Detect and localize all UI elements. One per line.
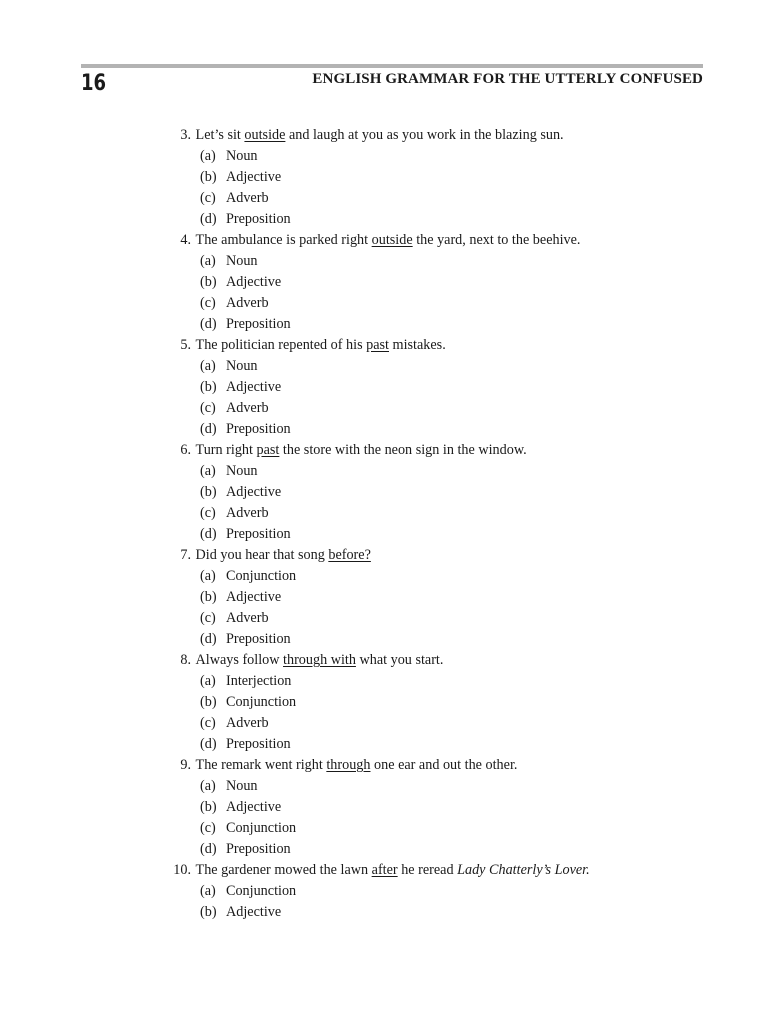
- answer-option: [160, 713, 720, 734]
- answer-option: [160, 902, 720, 923]
- question-underlined-word: past: [256, 442, 280, 458]
- option-label: (b): [200, 694, 217, 710]
- question-underlined-word: outside: [371, 232, 413, 248]
- question-number: 8.: [180, 652, 191, 668]
- answer-option: [160, 692, 720, 713]
- question-text-before: Let’s sit: [195, 127, 245, 143]
- question-stem: [160, 230, 720, 251]
- question-text: [196, 650, 444, 671]
- answer-options: [160, 881, 720, 923]
- answer-option: [160, 734, 720, 755]
- question-text: [196, 755, 518, 776]
- question-text: [196, 860, 590, 881]
- question-underlined-word: outside: [244, 127, 286, 143]
- question-text-before: The remark went right: [195, 757, 327, 773]
- option-label: (b): [200, 169, 217, 185]
- answer-options: [160, 671, 720, 755]
- question-italic-title: Lady Chatterly’s Lover.: [457, 862, 590, 878]
- option-label: (b): [200, 799, 217, 815]
- option-label: (d): [200, 421, 217, 437]
- question-text-before: The gardener mowed the lawn: [195, 862, 372, 878]
- question-item: [160, 755, 720, 860]
- option-label: (a): [200, 883, 216, 899]
- question-number: 9.: [180, 757, 191, 773]
- question-number: 4.: [180, 232, 191, 248]
- question-underlined-word: through: [326, 757, 371, 773]
- option-text: Preposition: [226, 421, 291, 437]
- answer-option: [160, 272, 720, 293]
- answer-options: [160, 566, 720, 650]
- answer-option: [160, 356, 720, 377]
- question-text-after: the store with the neon sign in the window.: [279, 442, 527, 458]
- question-stem: [160, 545, 720, 566]
- option-text: Adverb: [226, 715, 269, 731]
- answer-option: [160, 797, 720, 818]
- option-label: (c): [200, 400, 216, 416]
- question-text-before: Did you hear that song: [195, 547, 329, 563]
- answer-option: [160, 167, 720, 188]
- question-list: [160, 125, 720, 923]
- question-item: [160, 125, 720, 230]
- answer-options: [160, 146, 720, 230]
- answer-option: [160, 776, 720, 797]
- option-text: Conjunction: [226, 883, 297, 899]
- option-label: (a): [200, 463, 216, 479]
- option-label: (a): [200, 358, 216, 374]
- option-text: Noun: [226, 358, 258, 374]
- option-text: Adverb: [226, 610, 269, 626]
- answer-option: [160, 629, 720, 650]
- answer-option: [160, 146, 720, 167]
- question-text-after: one ear and out the other.: [370, 757, 518, 773]
- answer-options: [160, 776, 720, 860]
- question-text-after: and laugh at you as you work in the blazing sun.: [285, 127, 564, 143]
- answer-option: [160, 461, 720, 482]
- page-number: 16: [81, 71, 107, 96]
- option-label: (c): [200, 820, 216, 836]
- option-label: (a): [200, 253, 216, 269]
- option-text: Adverb: [226, 400, 269, 416]
- option-text: Adjective: [226, 904, 282, 920]
- question-number: 5.: [180, 337, 191, 353]
- option-text: Adjective: [226, 799, 282, 815]
- option-label: (c): [200, 715, 216, 731]
- question-text: [196, 545, 371, 566]
- answer-options: [160, 251, 720, 335]
- question-stem: [160, 860, 720, 881]
- header-rule: [81, 64, 703, 68]
- option-text: Interjection: [226, 673, 292, 689]
- answer-option: [160, 818, 720, 839]
- option-text: Preposition: [226, 316, 291, 332]
- question-text: [196, 440, 527, 461]
- option-label: (a): [200, 778, 216, 794]
- answer-option: [160, 524, 720, 545]
- question-underlined-word: through with: [283, 652, 356, 668]
- option-label: (b): [200, 904, 217, 920]
- question-text-after: mistakes.: [389, 337, 446, 353]
- question-number: 10.: [173, 862, 191, 878]
- question-item: [160, 440, 720, 545]
- question-stem: [160, 335, 720, 356]
- question-text-before: Always follow: [195, 652, 284, 668]
- answer-option: [160, 671, 720, 692]
- question-stem: [160, 650, 720, 671]
- question-item: [160, 860, 720, 923]
- answer-option: [160, 377, 720, 398]
- question-stem: [160, 440, 720, 461]
- question-text: [196, 125, 564, 146]
- option-label: (c): [200, 190, 216, 206]
- question-item: [160, 230, 720, 335]
- option-label: (b): [200, 484, 217, 500]
- option-text: Adjective: [226, 274, 282, 290]
- option-text: Noun: [226, 778, 258, 794]
- answer-option: [160, 587, 720, 608]
- option-label: (d): [200, 316, 217, 332]
- option-text: Noun: [226, 253, 258, 269]
- question-text-before: The ambulance is parked right: [195, 232, 372, 248]
- running-title: ENGLISH GRAMMAR FOR THE UTTERLY CONFUSED: [312, 71, 703, 87]
- answer-option: [160, 881, 720, 902]
- option-label: (b): [200, 589, 217, 605]
- option-label: (d): [200, 736, 217, 752]
- question-text-after: he reread: [397, 862, 458, 878]
- option-text: Adverb: [226, 295, 269, 311]
- answer-option: [160, 419, 720, 440]
- option-label: (c): [200, 610, 216, 626]
- answer-options: [160, 356, 720, 440]
- question-text: [196, 335, 446, 356]
- question-underlined-word: past: [366, 337, 389, 353]
- option-label: (c): [200, 505, 216, 521]
- option-label: (a): [200, 568, 216, 584]
- option-text: Preposition: [226, 211, 291, 227]
- option-label: (d): [200, 526, 217, 542]
- option-text: Conjunction: [226, 568, 297, 584]
- option-text: Adjective: [226, 484, 282, 500]
- option-text: Adjective: [226, 169, 282, 185]
- option-text: Conjunction: [226, 694, 297, 710]
- question-underlined-word: after: [371, 862, 398, 878]
- question-stem: [160, 125, 720, 146]
- question-text-after: what you start.: [355, 652, 444, 668]
- question-number: 3.: [180, 127, 191, 143]
- option-label: (a): [200, 673, 216, 689]
- option-text: Adjective: [226, 379, 282, 395]
- answer-option: [160, 839, 720, 860]
- answer-options: [160, 461, 720, 545]
- answer-option: [160, 398, 720, 419]
- question-item: [160, 335, 720, 440]
- answer-option: [160, 314, 720, 335]
- option-text: Adjective: [226, 589, 282, 605]
- option-text: Adverb: [226, 505, 269, 521]
- option-label: (d): [200, 211, 217, 227]
- answer-option: [160, 608, 720, 629]
- option-label: (d): [200, 841, 217, 857]
- option-text: Conjunction: [226, 820, 297, 836]
- question-text-before: Turn right: [195, 442, 257, 458]
- option-text: Preposition: [226, 526, 291, 542]
- option-label: (b): [200, 379, 217, 395]
- question-underlined-word: before?: [328, 547, 371, 563]
- answer-option: [160, 251, 720, 272]
- question-number: 6.: [180, 442, 191, 458]
- option-text: Preposition: [226, 736, 291, 752]
- question-text-before: The politician repented of his: [195, 337, 367, 353]
- option-label: (a): [200, 148, 216, 164]
- option-text: Noun: [226, 148, 258, 164]
- question-text: [196, 230, 581, 251]
- answer-option: [160, 566, 720, 587]
- question-text-after: the yard, next to the beehive.: [412, 232, 581, 248]
- option-text: Preposition: [226, 841, 291, 857]
- answer-option: [160, 482, 720, 503]
- question-number: 7.: [180, 547, 191, 563]
- answer-option: [160, 503, 720, 524]
- option-label: (d): [200, 631, 217, 647]
- answer-option: [160, 293, 720, 314]
- option-label: (b): [200, 274, 217, 290]
- answer-option: [160, 209, 720, 230]
- question-item: [160, 650, 720, 755]
- question-item: [160, 545, 720, 650]
- answer-option: [160, 188, 720, 209]
- option-text: Preposition: [226, 631, 291, 647]
- option-label: (c): [200, 295, 216, 311]
- question-stem: [160, 755, 720, 776]
- option-text: Noun: [226, 463, 258, 479]
- option-text: Adverb: [226, 190, 269, 206]
